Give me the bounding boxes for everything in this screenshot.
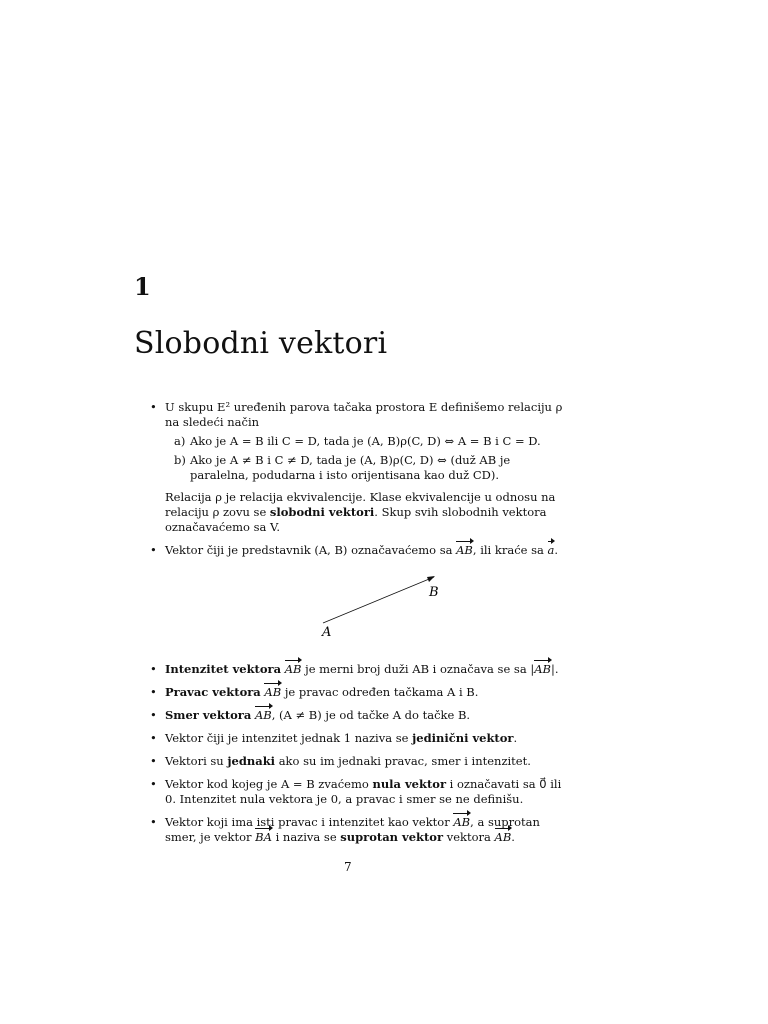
item-text: i označavati sa 0⃗ ili 0. Intenzitet nula vektora je 0, a pravac i smer se ne definišu. [165, 777, 562, 806]
term-bold: slobodni vektori [269, 505, 375, 519]
point-label-a: A [322, 625, 332, 640]
item-text: vektora [443, 830, 495, 844]
term-bold: jedinični vektor [412, 731, 514, 745]
vector-symbol: AB [284, 662, 302, 676]
vector-symbol: BA [255, 830, 272, 844]
definition-paragraph [165, 490, 568, 535]
vector-line [323, 577, 434, 623]
term-bold: Smer vektora [165, 708, 252, 722]
bullet-icon: • [150, 662, 157, 676]
chapter-title: Slobodni vektori [134, 326, 388, 361]
vector-symbol: a [547, 543, 555, 557]
list-item [150, 543, 568, 558]
vector-symbol: AB [494, 830, 512, 844]
item-text: Vektori su [165, 754, 228, 768]
item-text: . [511, 830, 515, 844]
bullet-icon: • [150, 543, 157, 557]
list-item [150, 662, 568, 677]
vector-symbol: AB [264, 685, 282, 699]
item-text: , a suprotan smer, je vektor [165, 815, 540, 844]
item-text: . [513, 731, 518, 745]
vector-symbol: AB [254, 708, 272, 722]
definition-intro: U skupu E² uređenih parova tačaka prostora E definišemo relaciju ρ na sledeći način [165, 400, 563, 429]
term-bold: jednaki [227, 754, 276, 768]
item-text: , ili kraće sa [472, 543, 548, 557]
item-text: , (A ≠ B) je od tačke A do tačke B. [271, 708, 471, 722]
bullet-icon: • [150, 731, 157, 745]
bullet-icon: • [150, 400, 157, 414]
list-item [150, 400, 568, 535]
list-item [150, 731, 568, 746]
list-item [150, 685, 568, 700]
bullet-icon: • [150, 815, 157, 829]
chapter-number: 1 [134, 272, 151, 301]
item-text: je merni broj duži AB i označava se sa | [301, 662, 535, 676]
item-text: Vektor čiji je intenzitet jednak 1 naziva se [165, 731, 413, 745]
sub-text: Ako je A ≠ B i C ≠ D, tada je (A, B)ρ(C, D) ⇔ (duž AB je paralelna, podudarna i isto orijentisana kao duž CD). [190, 453, 511, 482]
item-text: |. [550, 662, 559, 676]
item-text: i naziva se [271, 830, 341, 844]
list-item [150, 708, 568, 723]
bullet-icon: • [150, 777, 157, 791]
list-item [150, 777, 568, 807]
term-bold: nula vektor [372, 777, 447, 791]
vector-symbol: AB [534, 662, 551, 676]
para-text: Relacija ρ je relacija ekvivalencije. Klase ekvivalencije u odnosu na relaciju ρ zovu se [165, 490, 556, 519]
term-bold: suprotan vektor [340, 830, 444, 844]
item-text: Vektor čiji je predstavnik (A, B) označavaćemo sa [165, 543, 457, 557]
sub-label: a) [174, 434, 186, 448]
list-item [150, 754, 568, 769]
term-bold: Intenzitet vektora [165, 662, 282, 676]
bullet-icon: • [150, 708, 157, 722]
vector-symbol: AB [456, 543, 473, 557]
sub-label: b) [174, 453, 186, 467]
arrowhead-icon [427, 576, 435, 582]
page-number: 7 [344, 860, 352, 874]
sub-text: Ako je A = B ili C = D, tada je (A, B)ρ(C, D) ⇔ A = B i C = D. [190, 434, 541, 448]
bullet-icon: • [150, 754, 157, 768]
vector-figure [310, 572, 460, 644]
item-text: Vektor koji ima isti pravac i intenzitet kao vektor [165, 815, 454, 829]
vector-symbol: AB [453, 815, 471, 829]
point-label-b: B [429, 585, 439, 600]
sub-item-a [165, 434, 568, 449]
list-item [150, 815, 568, 845]
item-text: . [554, 543, 559, 557]
para-text: . Skup svih slobodnih vektora označavaćemo sa V. [165, 505, 547, 534]
sub-item-b [165, 453, 568, 483]
item-text: ako su im jednaki pravac, smer i intenzitet. [275, 754, 531, 768]
term-bold: Pravac vektora [165, 685, 261, 699]
item-text: je pravac određen tačkama A i B. [281, 685, 479, 699]
item-text: Vektor kod kojeg je A = B zvaćemo [165, 777, 373, 791]
bullet-icon: • [150, 685, 157, 699]
